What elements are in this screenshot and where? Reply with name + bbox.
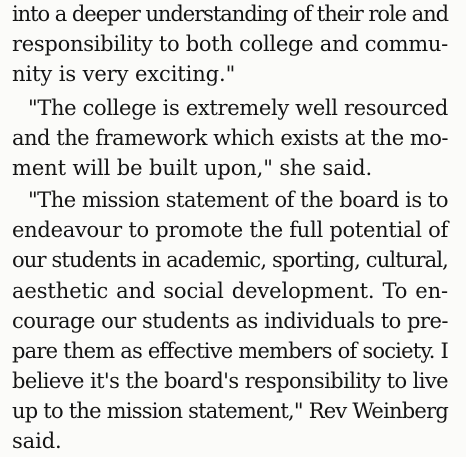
text-line: up to the mission statement," Rev Weinberg [12,399,448,423]
text-line: responsibility to both college and commu- [12,32,448,56]
text-line: "The mission statement of the board is to [28,188,448,212]
text-line: nity is very exciting." [12,62,236,86]
text-line: "The college is extremely well resourced [28,96,448,120]
text-line: believe it's the board's responsibility to live [12,369,448,393]
text-line: and the framework which exists at the mo- [12,126,448,150]
text-line: said. [12,429,62,453]
text-line: ment will be built upon," she said. [12,156,373,180]
text-line: into a deeper understanding of their role and [12,2,448,26]
text-line: aesthetic and social development. To en- [12,279,448,303]
text-line: pare them as effective members of society. I [12,339,448,363]
text-line: our students in academic, sporting, cultural, [12,248,448,272]
text-line: courage our students as individuals to pre- [12,309,448,333]
text-line: endeavour to promote the full potential of [12,218,448,242]
